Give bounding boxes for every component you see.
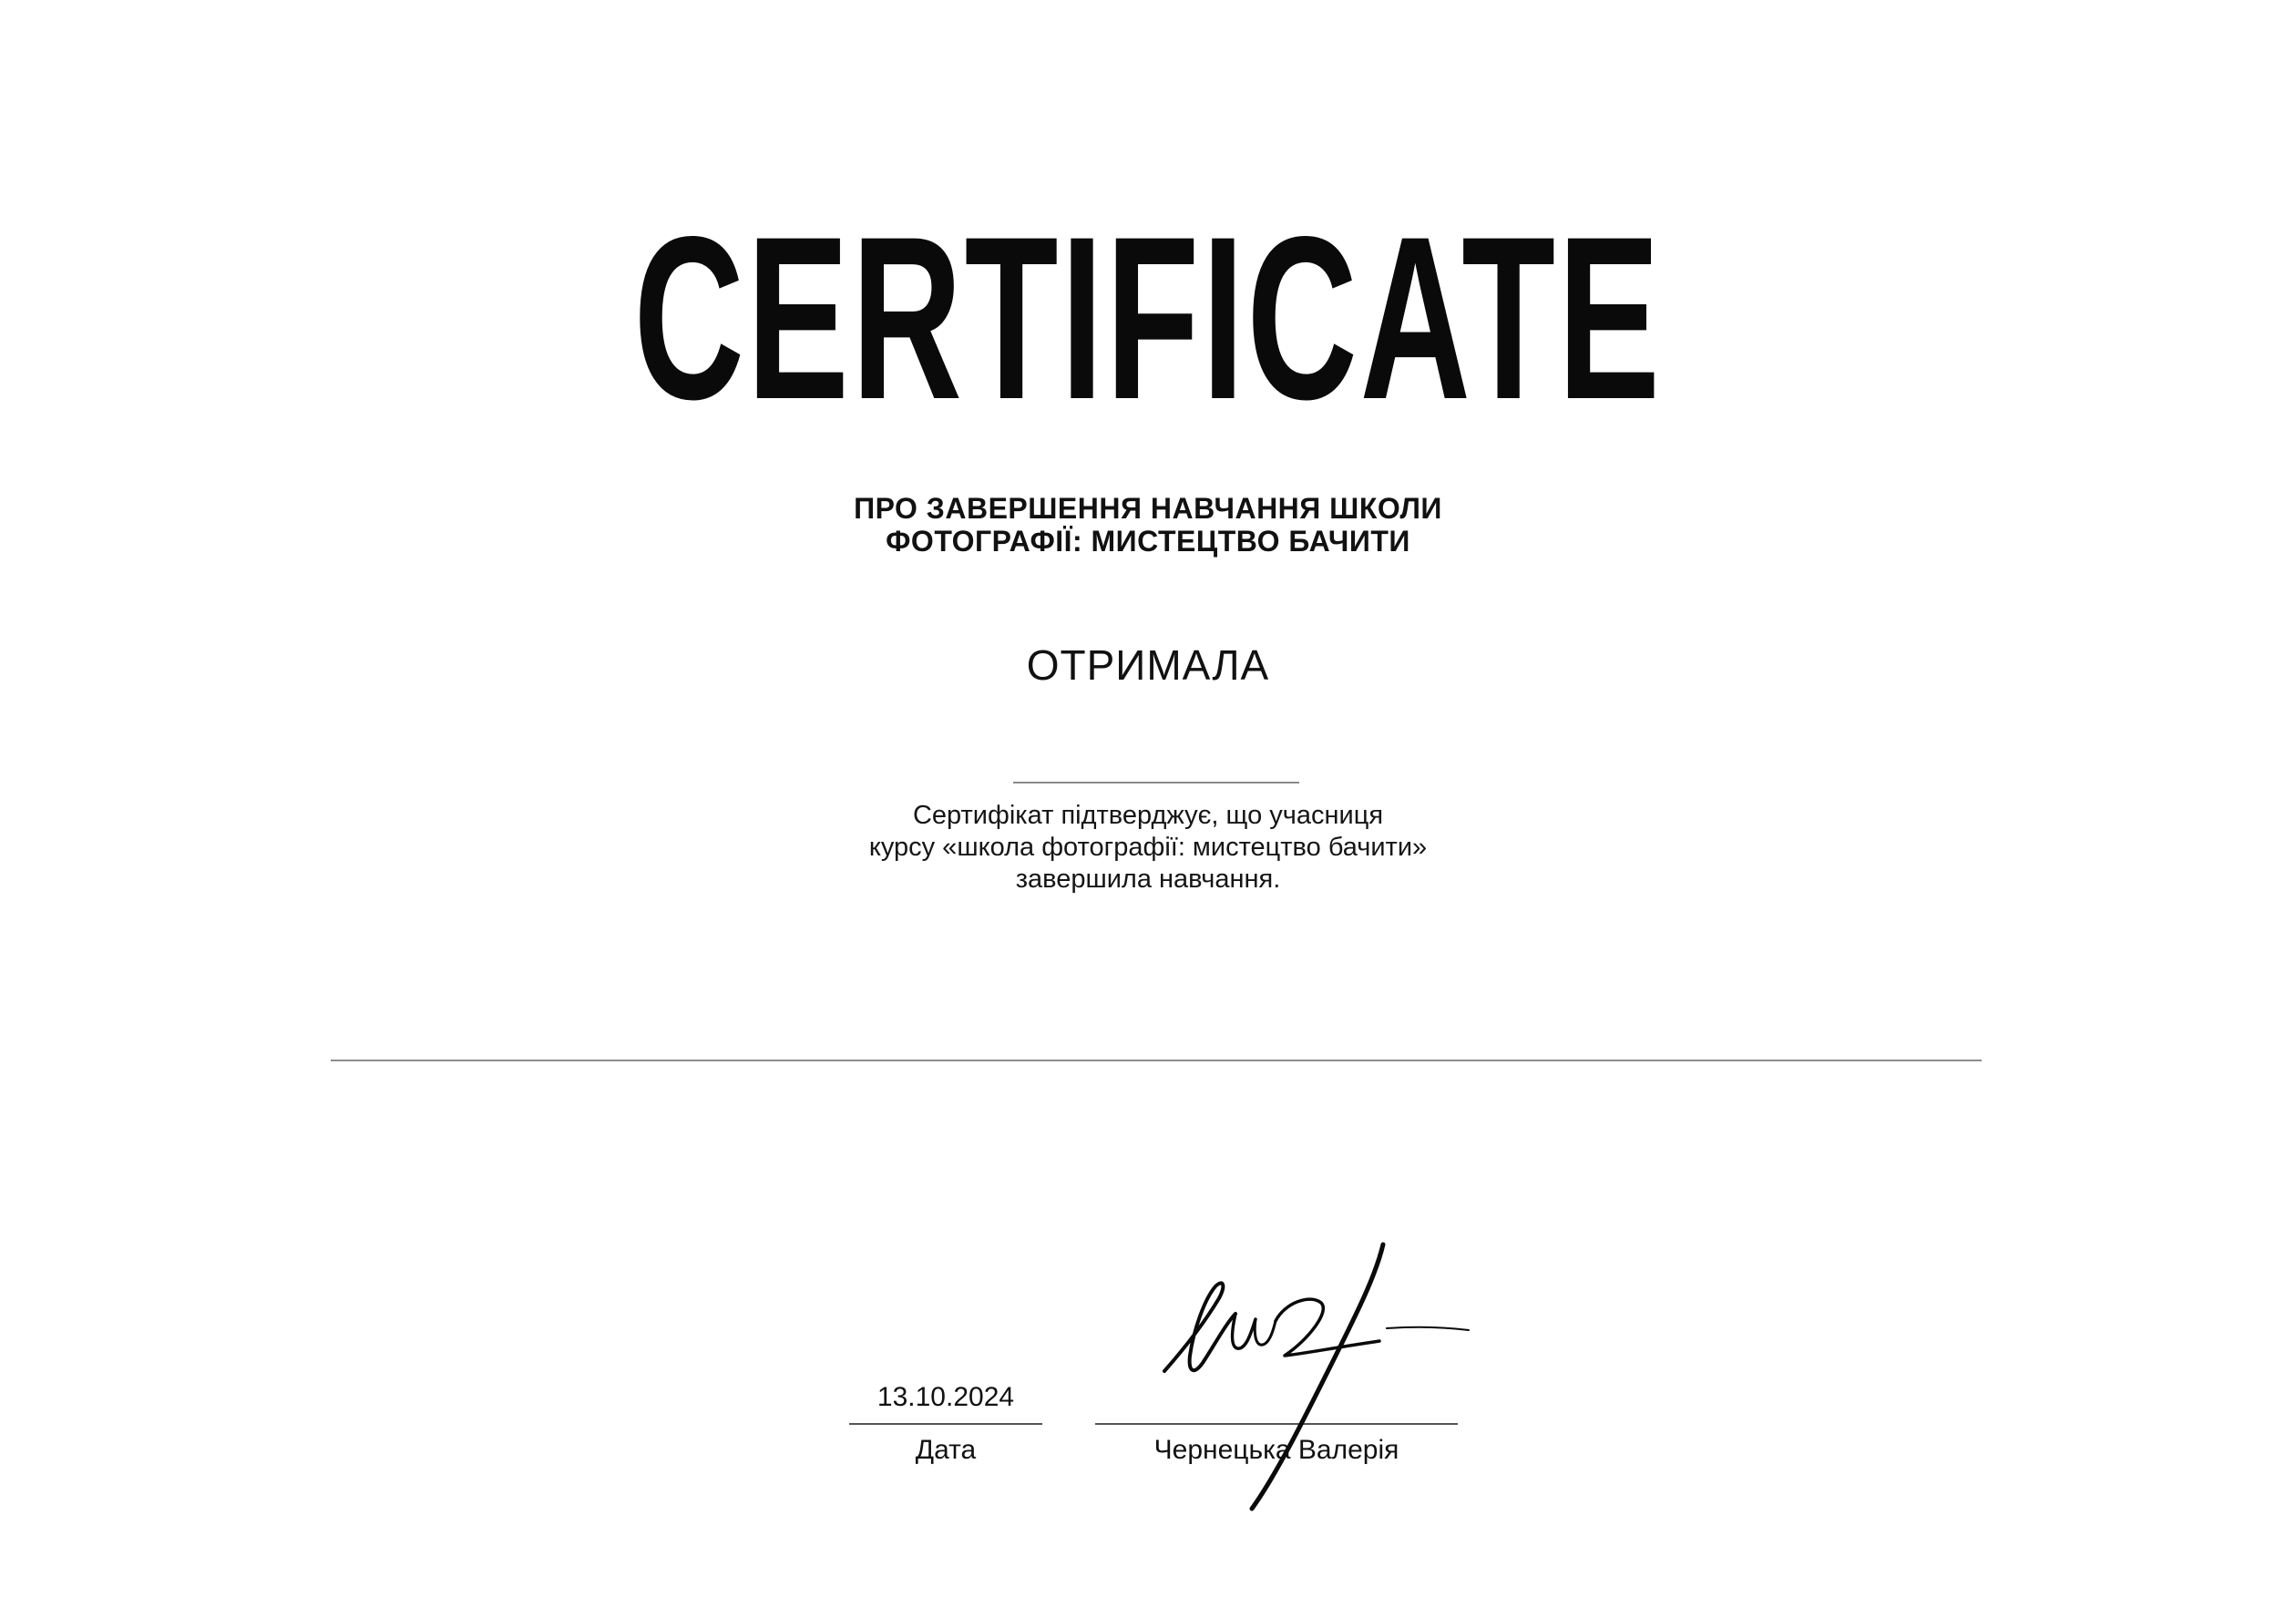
description-line: Сертифікат підтверджує, що учасниця xyxy=(912,801,1384,830)
description-line: завершила навчання. xyxy=(1015,865,1281,894)
handwritten-signature xyxy=(1148,1239,1485,1512)
certificate-description xyxy=(0,800,2296,896)
date-value: 13.10.2024 xyxy=(876,1382,1015,1412)
date-label: Дата xyxy=(915,1435,977,1465)
description-line: курсу «школа фотографії: мистецтво бачити» xyxy=(868,833,1428,862)
subtitle-line: ФОТОГРАФІЇ: МИСТЕЦТВО БАЧИТИ xyxy=(886,525,1410,558)
signer-name: Чернецька Валерія xyxy=(1153,1435,1399,1465)
date-line xyxy=(849,1423,1042,1425)
section-divider xyxy=(331,1060,1982,1061)
received-label: ОТРИМАЛА xyxy=(1026,641,1270,689)
certificate-title: CERTIFICATE xyxy=(633,189,1663,448)
subtitle-line: ПРО ЗАВЕРШЕННЯ НАВЧАННЯ ШКОЛИ xyxy=(854,492,1442,525)
recipient-name-line xyxy=(1013,782,1299,783)
signature-line xyxy=(1095,1423,1458,1425)
certificate-subtitle xyxy=(0,492,2296,558)
